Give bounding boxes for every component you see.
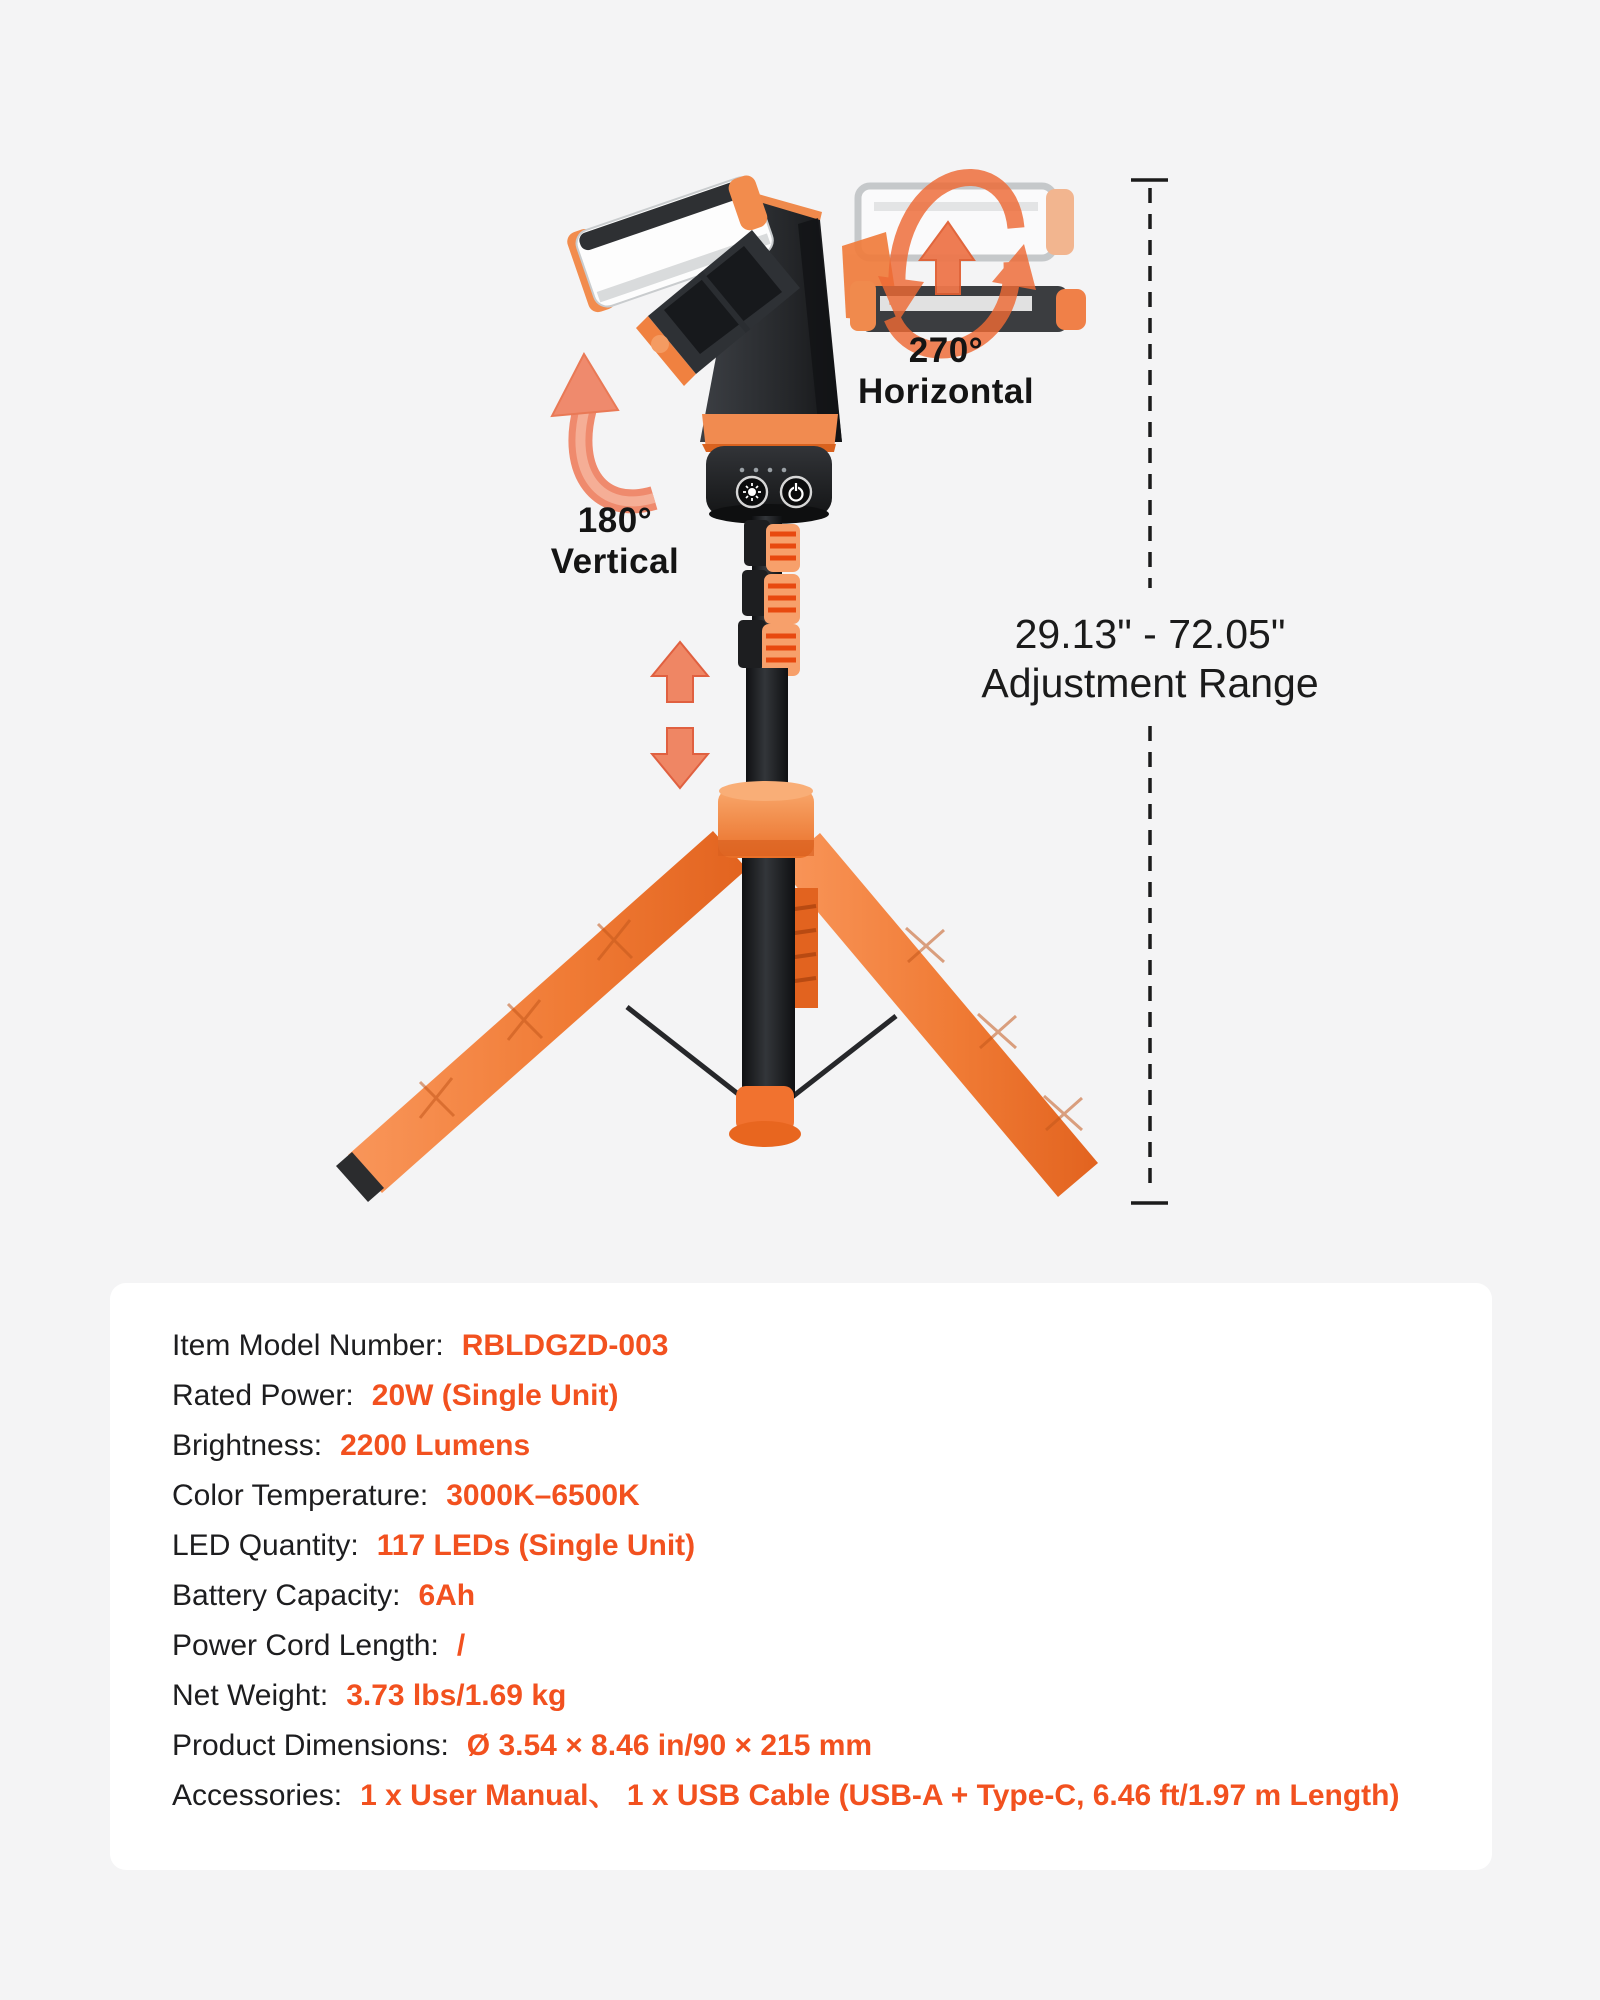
spec-label: LED Quantity: [172,1529,359,1562]
spec-label: Rated Power: [172,1379,354,1412]
spec-value: 3000K–6500K [446,1479,640,1512]
spec-row [172,1371,1452,1421]
spec-panel [110,1283,1492,1870]
vertical-rotation-label [551,500,680,582]
spec-row [172,1421,1452,1471]
spec-label: Brightness: [172,1429,323,1462]
spec-value: RBLDGZD-003 [461,1329,669,1362]
spec-list [172,1321,1452,1821]
spec-value: 1 x User Manual、 1 x USB Cable (USB-A + Type-C, 6.46 ft/1.97 m Length) [360,1779,1400,1812]
spec-row [172,1721,1452,1771]
spec-label: Battery Capacity: [172,1579,401,1612]
spec-value: 3.73 lbs/1.69 kg [346,1679,567,1712]
horizontal-rotation-label [858,330,1034,412]
spec-value: 6Ah [418,1579,476,1612]
spec-row [172,1521,1452,1571]
spec-row [172,1621,1452,1671]
control-unit [706,446,832,524]
adjustment-range-label [981,610,1318,708]
vertical-rotation-text: Vertical [550,542,680,581]
spec-value: 20W (Single Unit) [371,1379,619,1412]
tripod-leg-right [780,833,1098,1197]
horizontal-rotation-degrees: 270° [908,331,984,370]
pole-clamp[interactable] [738,620,800,676]
spec-value: / [456,1629,466,1662]
spec-value: 117 LEDs (Single Unit) [376,1529,696,1562]
spec-label: Item Model Number: [172,1329,444,1362]
pole-clamp[interactable] [744,520,800,572]
spec-label: Color Temperature: [172,1479,429,1512]
spec-value: Ø 3.54 × 8.46 in/90 × 215 mm [466,1729,873,1762]
spec-label: Accessories: [172,1779,343,1812]
spec-label: Product Dimensions: [172,1729,449,1762]
adjustment-range-text: Adjustment Range [981,660,1319,706]
spec-label: Power Cord Length: [172,1629,439,1662]
height-up-down-arrows-icon [652,642,708,788]
pole-clamp[interactable] [742,570,800,624]
spec-row [172,1471,1452,1521]
vertical-rotation-degrees: 180° [577,501,653,540]
brightness-button[interactable] [737,477,767,507]
spec-row [172,1571,1452,1621]
telescoping-pole [738,516,800,798]
spec-value: 2200 Lumens [340,1429,531,1462]
spec-row [172,1321,1452,1371]
spec-row [172,1771,1452,1821]
adjustment-range-values: 29.13" - 72.05" [1014,611,1286,657]
tripod-hub [718,781,814,858]
vertical-tilt-arrow-icon [552,354,654,501]
lower-pole [729,858,801,1147]
tripod-leg-left [336,831,747,1202]
spec-row [172,1671,1452,1721]
horizontal-rotation-text: Horizontal [857,372,1035,411]
power-button[interactable] [781,477,811,507]
spec-label: Net Weight: [172,1679,329,1712]
